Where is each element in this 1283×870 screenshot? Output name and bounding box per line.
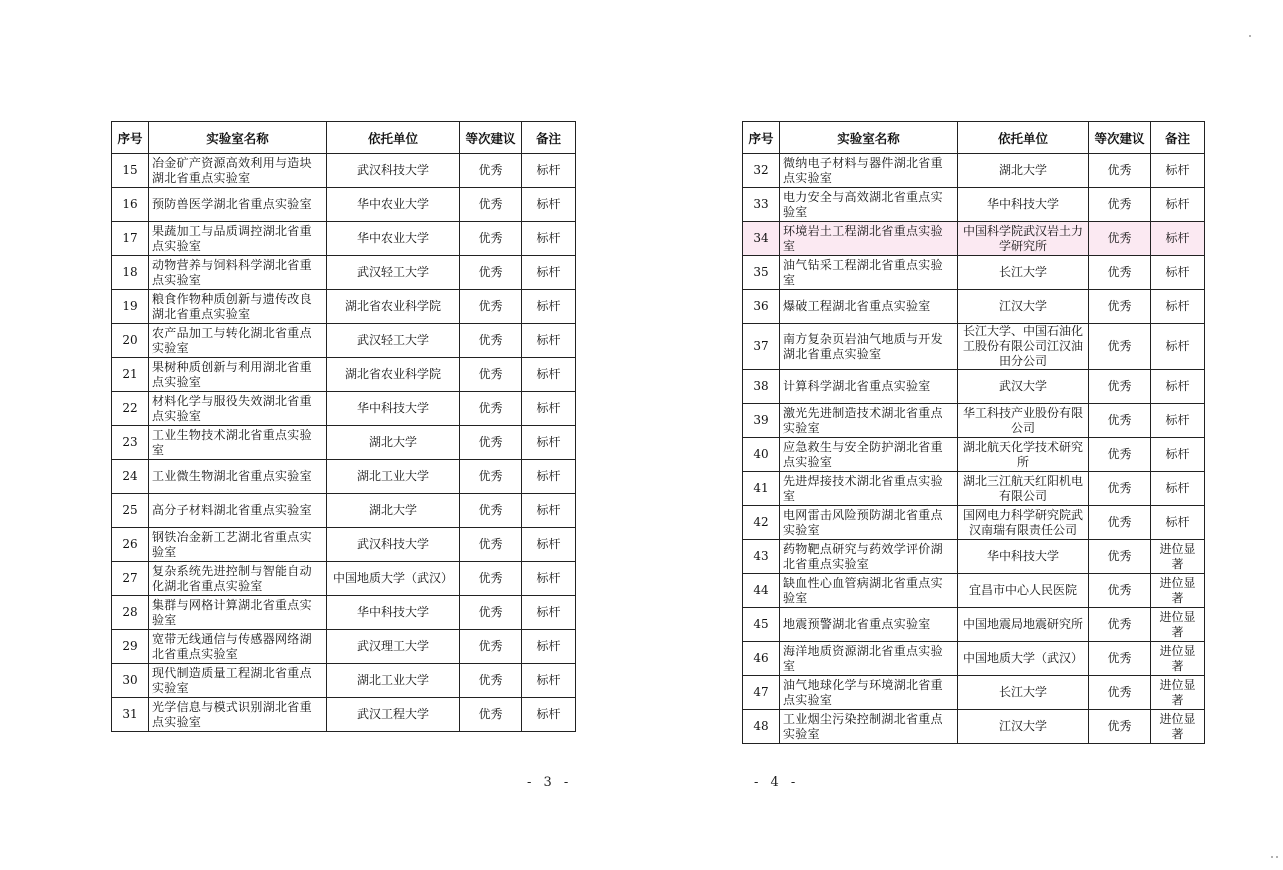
note: 标杆: [522, 256, 576, 290]
note: 进位显著: [1151, 642, 1205, 676]
grade: 优秀: [1089, 540, 1151, 574]
supporting-unit: 国网电力科学研究院武汉南瑞有限责任公司: [958, 506, 1089, 540]
row-number: 27: [112, 562, 149, 596]
table-row: [112, 290, 576, 324]
note: 标杆: [1151, 290, 1205, 324]
row-number: 38: [743, 370, 780, 404]
lab-name: 光学信息与模式识别湖北省重点实验室: [149, 698, 327, 732]
supporting-unit: 中国地质大学（武汉）: [958, 642, 1089, 676]
supporting-unit: 武汉轻工大学: [327, 324, 460, 358]
lab-name: 工业烟尘污染控制湖北省重点实验室: [780, 710, 958, 744]
supporting-unit: 湖北三江航天红阳机电有限公司: [958, 472, 1089, 506]
supporting-unit: 湖北工业大学: [327, 664, 460, 698]
page-number: - 3 -: [527, 775, 573, 790]
supporting-unit: 江汉大学: [958, 710, 1089, 744]
table-row: [743, 608, 1205, 642]
note: 标杆: [1151, 438, 1205, 472]
col-header-no: 序号: [112, 122, 149, 154]
row-number: 15: [112, 154, 149, 188]
note: 标杆: [522, 460, 576, 494]
note: 标杆: [1151, 472, 1205, 506]
note: 标杆: [1151, 370, 1205, 404]
grade: 优秀: [1089, 642, 1151, 676]
note: 标杆: [522, 596, 576, 630]
left-table-body: [112, 154, 576, 732]
scan-speck: [1276, 856, 1278, 858]
grade: 优秀: [1089, 438, 1151, 472]
lab-name: 冶金矿产资源高效利用与造块湖北省重点实验室: [149, 154, 327, 188]
table-row: [112, 494, 576, 528]
table-header-row: [112, 122, 576, 154]
col-header-lab-name: 实验室名称: [780, 122, 958, 154]
row-number: 25: [112, 494, 149, 528]
grade: 优秀: [460, 324, 522, 358]
grade: 优秀: [1089, 404, 1151, 438]
row-number: 19: [112, 290, 149, 324]
note: 标杆: [522, 528, 576, 562]
note: 标杆: [522, 290, 576, 324]
lab-name: 高分子材料湖北省重点实验室: [149, 494, 327, 528]
table-row: [743, 290, 1205, 324]
table-row: [112, 426, 576, 460]
note: 标杆: [1151, 188, 1205, 222]
supporting-unit: 华中科技大学: [958, 188, 1089, 222]
right-table-body: [743, 154, 1205, 744]
grade: 优秀: [1089, 290, 1151, 324]
supporting-unit: 华中科技大学: [327, 596, 460, 630]
note: 进位显著: [1151, 540, 1205, 574]
table-row: [112, 460, 576, 494]
supporting-unit: 湖北工业大学: [327, 460, 460, 494]
supporting-unit: 中国地震局地震研究所: [958, 608, 1089, 642]
row-number: 42: [743, 506, 780, 540]
table-row: [112, 630, 576, 664]
row-number: 20: [112, 324, 149, 358]
note: 标杆: [522, 630, 576, 664]
table-row: [112, 188, 576, 222]
row-number: 47: [743, 676, 780, 710]
page-number: - 4 -: [754, 775, 800, 790]
lab-name: 工业生物技术湖北省重点实验室: [149, 426, 327, 460]
note: 标杆: [522, 664, 576, 698]
grade: 优秀: [460, 562, 522, 596]
note: 进位显著: [1151, 710, 1205, 744]
col-header-lab-name: 实验室名称: [149, 122, 327, 154]
row-number: 30: [112, 664, 149, 698]
note: 标杆: [522, 698, 576, 732]
lab-name: 地震预警湖北省重点实验室: [780, 608, 958, 642]
lab-name: 现代制造质量工程湖北省重点实验室: [149, 664, 327, 698]
table-row: [112, 664, 576, 698]
row-number: 23: [112, 426, 149, 460]
grade: 优秀: [460, 596, 522, 630]
lab-name: 海洋地质资源湖北省重点实验室: [780, 642, 958, 676]
lab-name: 爆破工程湖北省重点实验室: [780, 290, 958, 324]
lab-name: 电网雷击风险预防湖北省重点实验室: [780, 506, 958, 540]
table-row: [112, 528, 576, 562]
lab-name: 农产品加工与转化湖北省重点实验室: [149, 324, 327, 358]
supporting-unit: 华中科技大学: [958, 540, 1089, 574]
table-row: [743, 472, 1205, 506]
scan-speck: [1249, 35, 1251, 37]
grade: 优秀: [1089, 710, 1151, 744]
table-row: [112, 358, 576, 392]
table-row: [743, 676, 1205, 710]
note: 进位显著: [1151, 608, 1205, 642]
lab-name: 材料化学与服役失效湖北省重点实验室: [149, 392, 327, 426]
row-number: 29: [112, 630, 149, 664]
row-number: 41: [743, 472, 780, 506]
grade: 优秀: [460, 222, 522, 256]
table-row: [112, 562, 576, 596]
lab-name: 果蔬加工与品质调控湖北省重点实验室: [149, 222, 327, 256]
supporting-unit: 华中科技大学: [327, 392, 460, 426]
supporting-unit: 湖北大学: [958, 154, 1089, 188]
note: 标杆: [1151, 256, 1205, 290]
lab-name: 宽带无线通信与传感器网络湖北省重点实验室: [149, 630, 327, 664]
row-number: 28: [112, 596, 149, 630]
note: 标杆: [1151, 324, 1205, 370]
grade: 优秀: [460, 290, 522, 324]
lab-name: 复杂系统先进控制与智能自动化湖北省重点实验室: [149, 562, 327, 596]
col-header-grade: 等次建议: [460, 122, 522, 154]
lab-name: 缺血性心血管病湖北省重点实验室: [780, 574, 958, 608]
col-header-note: 备注: [1151, 122, 1205, 154]
supporting-unit: 长江大学、中国石油化工股份有限公司江汉油田分公司: [958, 324, 1089, 370]
row-number: 48: [743, 710, 780, 744]
row-number: 44: [743, 574, 780, 608]
note: 标杆: [522, 494, 576, 528]
lab-name: 药物靶点研究与药效学评价湖北省重点实验室: [780, 540, 958, 574]
right-page: [640, 0, 1283, 870]
supporting-unit: 武汉科技大学: [327, 528, 460, 562]
note: 进位显著: [1151, 574, 1205, 608]
grade: 优秀: [1089, 222, 1151, 256]
col-header-note: 备注: [522, 122, 576, 154]
supporting-unit: 湖北航天化学技术研究所: [958, 438, 1089, 472]
note: 标杆: [522, 324, 576, 358]
row-number: 34: [743, 222, 780, 256]
table-row: [743, 438, 1205, 472]
lab-name: 南方复杂页岩油气地质与开发湖北省重点实验室: [780, 324, 958, 370]
grade: 优秀: [1089, 188, 1151, 222]
supporting-unit: 武汉工程大学: [327, 698, 460, 732]
row-number: 33: [743, 188, 780, 222]
lab-name: 果树种质创新与利用湖北省重点实验室: [149, 358, 327, 392]
table-row: [743, 324, 1205, 370]
table-row: [112, 154, 576, 188]
supporting-unit: 武汉理工大学: [327, 630, 460, 664]
grade: 优秀: [460, 664, 522, 698]
grade: 优秀: [460, 494, 522, 528]
lab-name: 粮食作物种质创新与遗传改良湖北省重点实验室: [149, 290, 327, 324]
supporting-unit: 湖北省农业科学院: [327, 358, 460, 392]
table-row: [112, 256, 576, 290]
supporting-unit: 武汉轻工大学: [327, 256, 460, 290]
table-row: [112, 324, 576, 358]
table-row: [743, 506, 1205, 540]
supporting-unit: 湖北省农业科学院: [327, 290, 460, 324]
grade: 优秀: [1089, 154, 1151, 188]
grade: 优秀: [460, 460, 522, 494]
table-row: [112, 222, 576, 256]
table-row: [112, 596, 576, 630]
supporting-unit: 武汉科技大学: [327, 154, 460, 188]
scan-speck: [1271, 856, 1273, 858]
table-row: [112, 392, 576, 426]
row-number: 17: [112, 222, 149, 256]
grade: 优秀: [1089, 506, 1151, 540]
lab-name: 钢铁冶金新工艺湖北省重点实验室: [149, 528, 327, 562]
table-row: [743, 188, 1205, 222]
row-number: 36: [743, 290, 780, 324]
lab-name: 应急救生与安全防护湖北省重点实验室: [780, 438, 958, 472]
grade: 优秀: [1089, 472, 1151, 506]
grade: 优秀: [1089, 676, 1151, 710]
row-number: 18: [112, 256, 149, 290]
note: 标杆: [522, 358, 576, 392]
lab-name: 先进焊接技术湖北省重点实验室: [780, 472, 958, 506]
row-number: 46: [743, 642, 780, 676]
left-page: [0, 0, 640, 870]
table-row: [743, 642, 1205, 676]
lab-name: 油气地球化学与环境湖北省重点实验室: [780, 676, 958, 710]
row-number: 16: [112, 188, 149, 222]
lab-name: 动物营养与饲料科学湖北省重点实验室: [149, 256, 327, 290]
table-row: [112, 698, 576, 732]
grade: 优秀: [460, 392, 522, 426]
row-number: 22: [112, 392, 149, 426]
lab-name: 计算科学湖北省重点实验室: [780, 370, 958, 404]
note: 标杆: [1151, 506, 1205, 540]
row-number: 43: [743, 540, 780, 574]
note: 标杆: [1151, 154, 1205, 188]
supporting-unit: 华中农业大学: [327, 188, 460, 222]
table-row: [743, 256, 1205, 290]
row-number: 37: [743, 324, 780, 370]
supporting-unit: 武汉大学: [958, 370, 1089, 404]
grade: 优秀: [460, 256, 522, 290]
grade: 优秀: [1089, 608, 1151, 642]
lab-name: 电力安全与高效湖北省重点实验室: [780, 188, 958, 222]
grade: 优秀: [1089, 370, 1151, 404]
left-lab-table: [111, 121, 576, 732]
table-row: [743, 710, 1205, 744]
supporting-unit: 中国地质大学（武汉）: [327, 562, 460, 596]
row-number: 26: [112, 528, 149, 562]
supporting-unit: 江汉大学: [958, 290, 1089, 324]
grade: 优秀: [460, 630, 522, 664]
supporting-unit: 湖北大学: [327, 426, 460, 460]
supporting-unit: 湖北大学: [327, 494, 460, 528]
note: 标杆: [1151, 222, 1205, 256]
table-row: [743, 540, 1205, 574]
table-row: [743, 370, 1205, 404]
note: 标杆: [522, 392, 576, 426]
supporting-unit: 华中农业大学: [327, 222, 460, 256]
grade: 优秀: [1089, 574, 1151, 608]
lab-name: 集群与网格计算湖北省重点实验室: [149, 596, 327, 630]
grade: 优秀: [460, 528, 522, 562]
table-row: [743, 574, 1205, 608]
grade: 优秀: [460, 358, 522, 392]
note: 标杆: [522, 222, 576, 256]
lab-name: 油气钻采工程湖北省重点实验室: [780, 256, 958, 290]
table-row: [743, 404, 1205, 438]
table-row: [743, 154, 1205, 188]
supporting-unit: 华工科技产业股份有限公司: [958, 404, 1089, 438]
grade: 优秀: [460, 426, 522, 460]
grade: 优秀: [460, 698, 522, 732]
lab-name: 预防兽医学湖北省重点实验室: [149, 188, 327, 222]
grade: 优秀: [1089, 324, 1151, 370]
note: 标杆: [522, 154, 576, 188]
row-number: 45: [743, 608, 780, 642]
supporting-unit: 中国科学院武汉岩土力学研究所: [958, 222, 1089, 256]
table-row: [743, 222, 1205, 256]
row-number: 40: [743, 438, 780, 472]
row-number: 21: [112, 358, 149, 392]
table-header-row: [743, 122, 1205, 154]
lab-name: 环境岩土工程湖北省重点实验室: [780, 222, 958, 256]
note: 标杆: [522, 426, 576, 460]
supporting-unit: 长江大学: [958, 256, 1089, 290]
grade: 优秀: [1089, 256, 1151, 290]
grade: 优秀: [460, 188, 522, 222]
supporting-unit: 宜昌市中心人民医院: [958, 574, 1089, 608]
row-number: 39: [743, 404, 780, 438]
lab-name: 激光先进制造技术湖北省重点实验室: [780, 404, 958, 438]
note: 进位显著: [1151, 676, 1205, 710]
note: 标杆: [1151, 404, 1205, 438]
col-header-no: 序号: [743, 122, 780, 154]
col-header-unit: 依托单位: [958, 122, 1089, 154]
note: 标杆: [522, 188, 576, 222]
row-number: 31: [112, 698, 149, 732]
lab-name: 微纳电子材料与器件湖北省重点实验室: [780, 154, 958, 188]
grade: 优秀: [460, 154, 522, 188]
col-header-unit: 依托单位: [327, 122, 460, 154]
row-number: 35: [743, 256, 780, 290]
lab-name: 工业微生物湖北省重点实验室: [149, 460, 327, 494]
note: 标杆: [522, 562, 576, 596]
col-header-grade: 等次建议: [1089, 122, 1151, 154]
supporting-unit: 长江大学: [958, 676, 1089, 710]
row-number: 24: [112, 460, 149, 494]
row-number: 32: [743, 154, 780, 188]
right-lab-table: [742, 121, 1205, 744]
